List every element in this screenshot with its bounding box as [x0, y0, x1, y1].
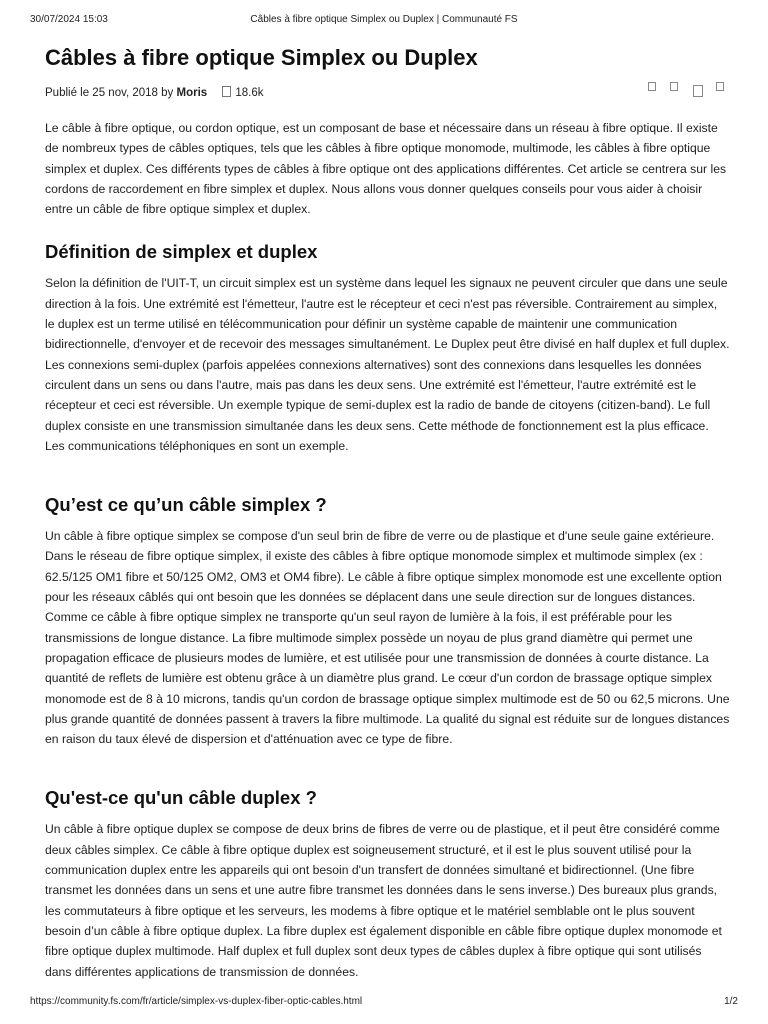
page-url[interactable]: https://community.fs.com/fr/article/simplex-vs-duplex-fiber-optic-cables.html — [30, 996, 363, 1007]
page-number: 1/2 — [724, 996, 738, 1007]
article-title: Câbles à fibre optique Simplex ou Duplex — [45, 45, 478, 70]
section-heading-duplex: Qu'est-ce qu'un câble duplex ? — [45, 787, 317, 809]
facebook-icon[interactable] — [648, 82, 656, 91]
article-meta — [45, 86, 730, 102]
print-footer — [30, 996, 738, 1010]
section-body-definition: Selon la définition de l'UIT-T, un circuit simplex est un système dans lequel les signaux ne peuvent circuler que dans une seule direction à la fois. Une extrémité est l'émetteur, l'autre est le récepteur et ceci n'est pas réversible. Contrairement au simplex, le duplex est un terme utilisé en télécommunication pour définir un système capable de maintenir une communication bidirectionnelle, d'envoyer et de recevoir des messages simultanément. Le Duplex peut être divisé en half duplex et full duplex. Les connexions semi-duplex (parfois appelées connexions alternatives) sont des connexions dans lesquelles les données circulent dans un sens ou dans l'autre, mais pas dans les deux sens. Une extrémité est l'émetteur, l'autre extrémité est le récepteur et ceci est réversible. Un exemple typique de semi-duplex est la radio de bande de citoyens (citizen-band). Le full duplex consiste en une transmission simultanée dans les deux sens. Cette méthode de fonctionnement est la plus efficace. Les communications téléphoniques en sont un exemple. — [45, 276, 730, 453]
section-heading-simplex: Qu’est ce qu’un câble simplex ? — [45, 494, 327, 516]
print-header — [30, 14, 738, 28]
section-body-simplex: Un câble à fibre optique simplex se compose d'un seul brin de fibre de verre ou de plastique et d'une seule gaine extérieure. Dans le réseau de fibre optique simplex, il existe des câbles à fibre optique monomode simplex et multimode simplex (ex : 62.5/125 OM1 fibre et 50/125 OM2, OM3 et OM4 fibre). Le câble à fibre optique simplex monomode est une excellente option pour les réseaux câblés qui ont besoin que les données se déplacent dans une seule direction sur de longues distances. Comme ce câble à fibre optique simplex ne transporte qu'un seul rayon de lumière à la fois, il est préférable pour les transmissions de longue distance. La fibre multimode simplex possède un noyau de plus grand diamètre qui permet une propagation efficace de plusieurs modes de lumière, et est utilisée pour une transmission de données à courte distance. La quantité de reflets de lumière est obtenu grâce à un diamètre plus grand. Le cœur d'un cordon de brassage optique simplex monomode est de 8 à 10 microns, tandis qu'un cordon de brassage optique simplex multimode est de 50 ou 62,5 microns. Une plus grande quantité de données passent à travers la fibre multimode. La qualité du signal est réduite sur de longues distances en raison du taux élevé de dispersion et d'atténuation avec ce type de fibre. — [45, 529, 730, 747]
author-link[interactable]: Moris — [176, 87, 208, 99]
view-count: 18.6k — [235, 87, 264, 99]
published-date: Publié le 25 nov, 2018 by — [45, 87, 174, 99]
share-icon[interactable] — [716, 82, 724, 91]
section-heading-definition: Définition de simplex et duplex — [45, 241, 318, 263]
intro-paragraph: Le câble à fibre optique, ou cordon optique, est un composant de base et nécessaire dans un réseau à fibre optique. Il existe de nombreux types de câbles optiques, tels que les câbles à fibre optique monomode, multimode, les câbles à fibre optique simplex et duplex. Ces différents types de câbles à fibre optique ont des applications différentes. Cet article se centrera sur les cordons de raccordement en fibre simplex et duplex. Nous allons vous donner quelques conseils pour vous aider à choisir entre un câble de fibre optique simplex et duplex. — [45, 121, 727, 217]
article — [45, 44, 730, 982]
print-datetime: 30/07/2024 15:03 — [30, 14, 108, 25]
linkedin-icon[interactable] — [693, 85, 703, 97]
twitter-icon[interactable] — [670, 82, 678, 91]
eye-icon — [222, 86, 231, 97]
section-body-duplex: Un câble à fibre optique duplex se compose de deux brins de fibres de verre ou de plastique, et il peut être considéré comme deux câbles simplex. Ce câble à fibre optique duplex est soigneusement structuré, et il est le plus souvent utilisé pour la communication duplex entre les appareils qui ont besoin d'un transfert de données simultané et bidirectionnel. (Une fibre transmet les données dans un sens et une autre fibre transmet les données dans le sens inverse.) Des bureaux plus grands, les commutateurs à fibre optique et les serveurs, les modems à fibre optique et le matériel semblable ont le plus souvent besoin d’un câble à fibre optique duplex. La fibre duplex est également disponible en câble fibre optique duplex monomode et fibre optique duplex multimode. Half duplex et full duplex sont deux types de câbles duplex à fibre optique qui sont utilisés dans différentes applications de transmission de données. — [45, 822, 722, 979]
print-page-title: Câbles à fibre optique Simplex ou Duplex | Communauté FS — [250, 14, 518, 25]
